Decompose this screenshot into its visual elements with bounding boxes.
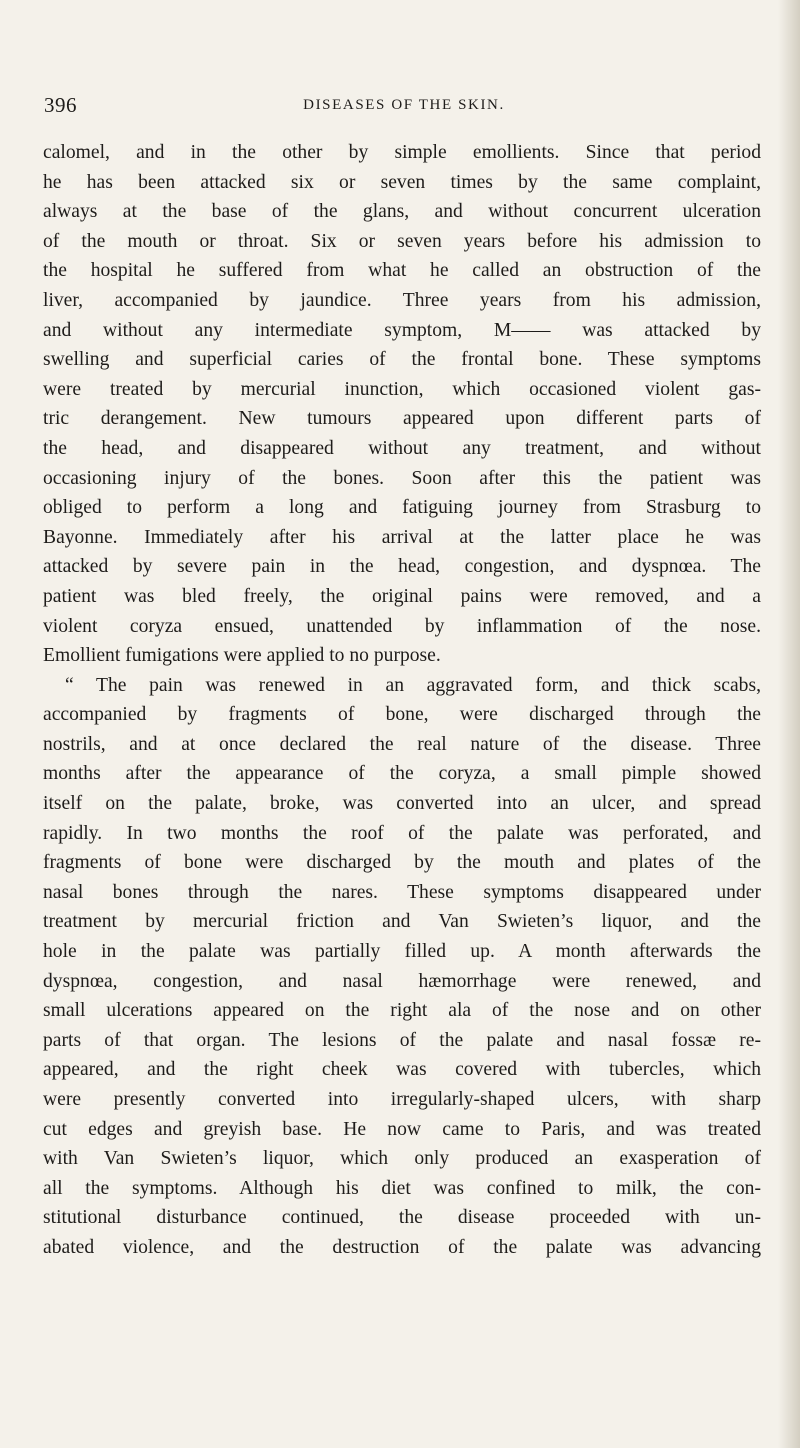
text-line: hole in the palate was partially filled up. A month afterwards the xyxy=(43,941,761,963)
text-line: fragments of bone were discharged by the mouth and plates of the xyxy=(43,852,761,874)
text-line: small ulcerations appeared on the right ala of the nose and on other xyxy=(43,1000,761,1022)
text-line: “ The pain was renewed in an aggravated form, and thick scabs, xyxy=(65,674,761,696)
text-line: parts of that organ. The lesions of the palate and nasal fossæ re- xyxy=(43,1029,761,1051)
text-line: treatment by mercurial friction and Van Swieten’s liquor, and the xyxy=(43,911,761,933)
body-text xyxy=(43,138,761,1263)
text-line: calomel, and in the other by simple emollients. Since that period xyxy=(43,142,761,163)
text-line: the head, and disappeared without any treatment, and without xyxy=(43,437,761,459)
text-line: Emollient fumigations were applied to no purpose. xyxy=(43,645,441,667)
text-line: were treated by mercurial inunction, which occasioned violent gas- xyxy=(43,378,761,400)
text-line: appeared, and the right cheek was covered with tubercles, which xyxy=(43,1059,761,1081)
text-line: liver, accompanied by jaundice. Three years from his admission, xyxy=(43,289,761,311)
text-line: tric derangement. New tumours appeared upon different parts of xyxy=(43,408,761,430)
text-line: were presently converted into irregularly-shaped ulcers, with sharp xyxy=(43,1089,761,1110)
running-head xyxy=(44,93,734,121)
text-line: months after the appearance of the coryza, a small pimple showed xyxy=(43,763,761,785)
text-line: of the mouth or throat. Six or seven years before his admission to xyxy=(43,230,761,252)
text-line: rapidly. In two months the roof of the palate was perforated, and xyxy=(43,822,761,844)
text-line: abated violence, and the destruction of the palate was advancing xyxy=(43,1236,761,1258)
text-line: swelling and superficial caries of the frontal bone. These symptoms xyxy=(43,349,761,371)
text-line: attacked by severe pain in the head, congestion, and dyspnœa. The xyxy=(43,556,761,578)
text-line: and without any intermediate symptom, M—— was attacked by xyxy=(43,319,761,341)
text-line: nasal bones through the nares. These symptoms disappeared under xyxy=(43,881,761,903)
text-line: he has been attacked six or seven times by the same complaint, xyxy=(43,171,761,193)
text-line: cut edges and greyish base. He now came to Paris, and was treated xyxy=(43,1118,761,1140)
text-line: always at the base of the glans, and without concurrent ulceration xyxy=(43,201,761,223)
text-line: obliged to perform a long and fatiguing journey from Strasburg to xyxy=(43,497,761,519)
text-line: occasioning injury of the bones. Soon after this the patient was xyxy=(43,467,761,489)
page-number: 396 xyxy=(44,93,77,117)
text-line: Bayonne. Immediately after his arrival at the latter place he was xyxy=(43,526,761,548)
running-title: DISEASES OF THE SKIN. xyxy=(303,97,505,113)
text-line: stitutional disturbance continued, the disease proceeded with un- xyxy=(43,1207,761,1229)
text-line: nostrils, and at once declared the real nature of the disease. Three xyxy=(43,733,761,755)
text-line: the hospital he suffered from what he called an obstruction of the xyxy=(43,260,761,282)
text-line: dyspnœa, congestion, and nasal hæmorrhage were renewed, and xyxy=(43,970,761,992)
text-line: itself on the palate, broke, was converted into an ulcer, and spread xyxy=(43,793,761,815)
text-line: all the symptoms. Although his diet was confined to milk, the con- xyxy=(43,1177,761,1199)
text-line: accompanied by fragments of bone, were discharged through the xyxy=(43,704,761,726)
page-edge-shadow xyxy=(778,0,800,1448)
text-line: patient was bled freely, the original pains were removed, and a xyxy=(43,585,761,607)
text-line: violent coryza ensued, unattended by inflammation of the nose. xyxy=(43,615,761,637)
text-line: with Van Swieten’s liquor, which only produced an exasperation of xyxy=(43,1148,761,1170)
